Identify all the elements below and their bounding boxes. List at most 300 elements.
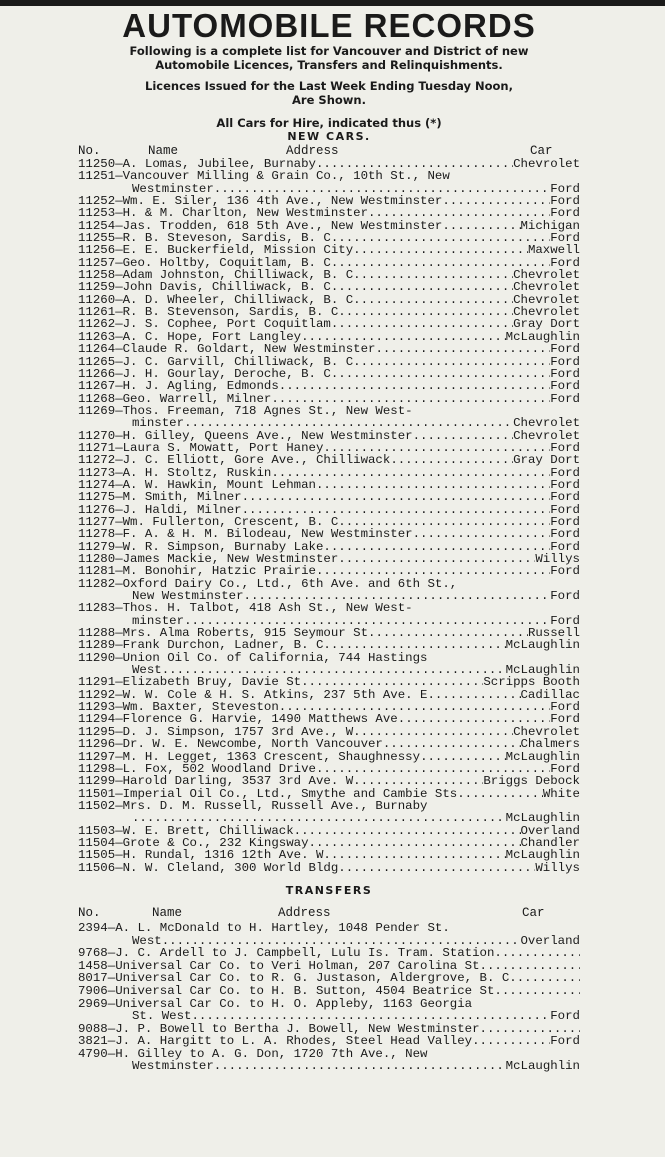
dot-leader [361, 294, 514, 306]
record-continuation-text: Westminster [132, 1059, 214, 1074]
record-text: W. E. Brett, Chilliwack [122, 823, 294, 838]
record-number: 11278 [78, 527, 116, 542]
record-text: N. W. Cleland, 300 World Bldg. [122, 860, 346, 875]
record-text: J. C. Ardell to J. Campbell, Lulu Is. Tram. Station [115, 946, 495, 961]
record-dash: — [115, 218, 123, 233]
record-entry [78, 454, 580, 466]
record-text: A. H. Stoltz, Ruskin [122, 465, 272, 480]
dot-leader [242, 491, 551, 503]
record-dash: — [115, 292, 123, 307]
dot-leader [435, 689, 521, 701]
record-dash: — [115, 638, 123, 653]
record-continuation [78, 1060, 580, 1073]
record-body [123, 405, 580, 417]
record-text: W. R. Simpson, Burnaby Lake [122, 539, 324, 554]
record-dash: — [115, 453, 123, 468]
record-body [115, 1035, 580, 1048]
record-number: 11504 [78, 835, 116, 850]
record-text: H. Gilley to A. G. Don, 1720 7th Ave., New [115, 1046, 428, 1061]
record-number: 11298 [78, 761, 116, 776]
record-car: Ford [550, 490, 580, 505]
new-cars-column-headers [78, 144, 580, 158]
record-number: 11292 [78, 687, 116, 702]
record-entry [78, 565, 580, 577]
record-dash: — [115, 774, 123, 789]
record-entry [78, 676, 580, 688]
record-car: Chevrolet [513, 724, 580, 739]
record-text: Jas. Trodden, 618 5th Ave., New Westminster [122, 218, 443, 233]
record-entry [78, 751, 580, 763]
record-number: 9088 [78, 1021, 108, 1036]
record-entry [78, 985, 580, 998]
dot-leader [517, 972, 580, 985]
record-number: 11290 [78, 650, 116, 665]
record-number: 11506 [78, 860, 116, 875]
record-car: Ford [550, 613, 580, 628]
record-text: Grote & Co., 232 Kingsway [122, 835, 309, 850]
record-text: J. S. Cophee, Port Coquitlam [122, 317, 331, 332]
record-car: Ford [550, 564, 580, 579]
col-no: No. [78, 905, 101, 920]
record-dash: — [115, 626, 123, 641]
record-text: M. H. Legget, 1363 Crescent, Shaughnessy [122, 749, 421, 764]
record-car: Ford [550, 354, 580, 369]
record-continuation-text: New Westminster [132, 589, 244, 604]
dot-leader [279, 380, 550, 392]
dot-leader [323, 541, 550, 553]
record-car: Chevrolet [513, 157, 580, 171]
record-number: 11288 [78, 626, 116, 641]
record-number: 11297 [78, 749, 116, 764]
record-text: J. H. Gourlay, Deroche, B. C. [122, 366, 339, 381]
dot-leader [442, 220, 520, 232]
record-number: 11294 [78, 712, 116, 727]
record-dash: — [115, 687, 123, 702]
record-car: Ford [550, 379, 580, 394]
record-text: Thos. H. Talbot, 418 Ash St., New West- [122, 601, 413, 616]
dot-leader [390, 454, 513, 466]
record-car: Ford [550, 712, 580, 727]
record-car: Ford [550, 465, 580, 480]
record-dash: — [115, 823, 123, 838]
record-number: 2394 [78, 920, 108, 935]
record-entry [78, 356, 580, 368]
record-dash: — [115, 194, 123, 209]
dot-leader [353, 244, 528, 256]
record-car: Chevrolet [513, 428, 580, 443]
record-dash: — [115, 255, 123, 270]
record-dash: — [115, 749, 123, 764]
record-entry [78, 1035, 580, 1048]
record-text: Frank Durchon, Ladner, B. C. [122, 638, 331, 653]
record-car: Ford [550, 477, 580, 492]
record-text: Oxford Dairy Co., Ltd., 6th Ave. and 6th St., [122, 576, 458, 591]
record-text: Claude R. Goldart, New Westminster [122, 342, 376, 357]
record-number: 11279 [78, 539, 116, 554]
record-car: Ford [550, 181, 580, 196]
record-number: 11267 [78, 379, 116, 394]
record-body [123, 170, 580, 182]
record-number: 11268 [78, 391, 116, 406]
record-number: 11505 [78, 848, 116, 863]
record-car: McLaughlin [505, 638, 580, 653]
record-text: H. Gilley, Queens Ave., New Westminster [122, 428, 413, 443]
record-dash: — [115, 329, 123, 344]
record-dash: — [107, 983, 116, 998]
record-entry [78, 207, 580, 219]
record-car: Willys [535, 552, 580, 566]
record-dash: — [107, 1034, 116, 1049]
record-body [123, 356, 580, 368]
record-dash: — [115, 206, 123, 221]
record-car: Briggs Debock [483, 774, 580, 789]
record-body [123, 775, 580, 787]
record-car: Ford [550, 1009, 580, 1024]
record-text: Wm. Baxter, Steveston [122, 700, 279, 715]
record-dash: — [115, 724, 123, 739]
record-text: A. L. McDonald to H. Hartley, 1048 Pender St. [115, 920, 450, 935]
record-number: 11271 [78, 440, 116, 455]
record-body [115, 985, 580, 998]
col-address: Address [286, 144, 339, 158]
record-car: Ford [550, 761, 580, 776]
record-entry [78, 318, 580, 330]
record-entry [78, 800, 580, 812]
record-number: 7906 [78, 983, 108, 998]
dot-leader [316, 479, 550, 491]
record-car: Ford [550, 589, 580, 604]
dot-leader [361, 775, 484, 787]
record-dash: — [115, 835, 123, 850]
record-dash: — [115, 169, 123, 184]
dot-leader [465, 788, 543, 800]
dot-leader [214, 1060, 506, 1073]
record-body [123, 281, 580, 293]
record-car: Ford [550, 1034, 580, 1049]
record-dash: — [115, 477, 123, 492]
transfers-heading: TRANSFERS [285, 883, 373, 897]
record-text: R. B. Steveson, Sardis, B. C. [122, 231, 339, 246]
record-text: Union Oil Co. of California, 744 Hastings [122, 650, 428, 665]
record-number: 4790 [78, 1046, 108, 1061]
dot-leader [472, 1035, 550, 1048]
record-text: Universal Car Co. to R. G. Justason, Aldergrove, B. C. [115, 971, 517, 986]
record-car: Overland [520, 933, 580, 948]
record-number: 9768 [78, 946, 108, 961]
record-dash: — [115, 675, 123, 690]
record-number: 11273 [78, 465, 116, 480]
dot-leader [192, 1010, 551, 1023]
dot-leader [309, 676, 484, 688]
dot-leader [294, 825, 521, 837]
record-entry [78, 639, 580, 651]
record-car: Ford [550, 342, 580, 357]
record-text: Mrs. D. M. Russell, Russell Ave., Burnaby [122, 798, 428, 813]
record-text: Wm. E. Siler, 136 4th Ave., New Westminster [122, 194, 443, 209]
record-car: Chevrolet [513, 416, 580, 431]
record-car: McLaughlin [505, 329, 580, 344]
record-text: M. Smith, Milner [122, 490, 242, 505]
dot-leader [405, 713, 550, 725]
record-text: Elizabeth Bruy, Davie St. [122, 675, 309, 690]
record-number: 11275 [78, 490, 116, 505]
record-car: McLaughlin [505, 811, 580, 826]
dot-leader [361, 726, 514, 738]
record-number: 11274 [78, 477, 116, 492]
record-number: 11269 [78, 403, 116, 418]
dot-leader [338, 553, 535, 565]
record-body [123, 207, 580, 219]
record-text: James Mackie, New Westminster [122, 552, 339, 566]
record-dash: — [115, 490, 123, 505]
record-car: Ford [550, 514, 580, 529]
issued-line-2: Are Shown. [292, 93, 366, 107]
record-car: Ford [550, 194, 580, 209]
record-number: 11289 [78, 638, 116, 653]
record-number: 11263 [78, 329, 116, 344]
dot-leader [383, 738, 521, 750]
record-text: Thos. Freeman, 718 Agnes St., New West- [122, 403, 413, 418]
record-entry [78, 947, 580, 960]
record-text: Universal Car Co. to Veri Holman, 207 Carolina St. [115, 958, 487, 973]
record-body [123, 454, 580, 466]
record-number: 2969 [78, 996, 108, 1011]
record-entry [78, 491, 580, 503]
record-number: 11255 [78, 231, 116, 246]
record-body [123, 849, 580, 861]
record-body [123, 862, 580, 874]
record-text: J. Haldi, Milner [122, 502, 242, 517]
record-dash: — [107, 958, 116, 973]
record-dash: — [115, 539, 123, 554]
record-text: Harold Darling, 3537 3rd Ave. W. [122, 774, 361, 789]
record-number: 11251 [78, 169, 116, 184]
record-continuation-text: minster [132, 416, 185, 431]
record-number: 11276 [78, 502, 116, 517]
record-number: 11272 [78, 453, 116, 468]
record-text: F. A. & H. M. Bilodeau, New Westminster [122, 527, 413, 542]
intro-line-1: Following is a complete list for Vancouver and District of new [129, 44, 529, 58]
record-continuation-text: minster [132, 613, 185, 628]
record-text: J. C. Garvill, Chilliwack, B. C. [122, 354, 361, 369]
record-text: M. Bonohir, Hatzic Prairie [122, 564, 316, 579]
record-car: Ford [550, 366, 580, 381]
record-text: W. W. Cole & H. S. Atkins, 237 5th Ave. E. [122, 687, 435, 702]
record-dash: — [115, 280, 123, 295]
record-number: 11264 [78, 342, 116, 357]
record-dash: — [115, 700, 123, 715]
record-body [123, 565, 580, 577]
record-entry [78, 849, 580, 861]
col-car: Car [522, 905, 545, 920]
record-number: 11262 [78, 317, 116, 332]
record-number: 1458 [78, 958, 108, 973]
record-dash: — [115, 428, 123, 443]
record-body [115, 922, 580, 935]
record-number: 11502 [78, 798, 116, 813]
record-car: Overland [520, 823, 580, 838]
record-dash: — [115, 440, 123, 455]
record-dash: — [115, 761, 123, 776]
record-dash: — [107, 971, 116, 986]
record-dash: — [115, 157, 123, 171]
record-text: John Davis, Chilliwack, B. C. [122, 280, 339, 295]
record-dash: — [115, 848, 123, 863]
record-dash: — [107, 1046, 116, 1061]
record-entry [78, 170, 580, 182]
record-text: J. P. Bowell to Bertha J. Bowell, New Westminster [115, 1021, 480, 1036]
record-car: Ford [550, 700, 580, 715]
dot-leader [331, 639, 506, 651]
record-continuation [78, 812, 580, 824]
record-number: 8017 [78, 971, 108, 986]
record-number: 11256 [78, 243, 116, 258]
record-text: Geo. Warrell, Milner [122, 391, 272, 406]
record-text: Mrs. Alma Roberts, 915 Seymour St. [122, 626, 376, 641]
record-dash: — [115, 860, 123, 875]
record-car: Ford [550, 502, 580, 517]
record-dash: — [107, 1021, 116, 1036]
record-car: Chevrolet [513, 280, 580, 295]
record-dash: — [115, 650, 123, 665]
dot-leader [361, 356, 551, 368]
record-car: Chandler [520, 835, 580, 850]
record-dash: — [115, 342, 123, 357]
record-car: McLaughlin [505, 663, 580, 678]
dot-leader [132, 812, 506, 824]
record-body [123, 491, 580, 503]
record-text: J. A. Hargitt to L. A. Rhodes, Steel Head Valley [115, 1034, 473, 1049]
record-car: White [542, 786, 580, 801]
record-number: 11258 [78, 268, 116, 283]
record-body [123, 751, 580, 763]
record-car: Maxwell [527, 243, 580, 258]
record-dash: — [107, 920, 116, 935]
record-dash: — [115, 576, 123, 591]
record-text: Universal Car Co. to H. B. Sutton, 4504 Beatrice St. [115, 983, 502, 998]
record-dash: — [115, 786, 123, 801]
col-no: No. [78, 144, 101, 158]
record-car: McLaughlin [505, 749, 580, 764]
intro-line-2: Automobile Licences, Transfers and Relinquishments. [155, 58, 503, 72]
record-text: Laura S. Mowatt, Port Haney [122, 440, 324, 455]
record-dash: — [115, 317, 123, 332]
record-text: Geo. Holtby, Coquitlam, B. C. [122, 255, 339, 270]
record-dash: — [115, 527, 123, 542]
record-dash: — [115, 403, 123, 418]
record-number: 11281 [78, 564, 116, 579]
record-entry [78, 738, 580, 750]
record-text: Universal Car Co. to H. O. Appleby, 1163 Georgia [115, 996, 473, 1011]
record-number: 11252 [78, 194, 116, 209]
record-dash: — [115, 243, 123, 258]
record-dash: — [115, 231, 123, 246]
record-number: 11266 [78, 366, 116, 381]
record-text: Imperial Oil Co., Ltd., Smythe and Cambie Sts. [122, 786, 465, 801]
record-car: Ford [550, 527, 580, 542]
record-entry [78, 528, 580, 540]
record-continuation-text: Westminster [132, 181, 214, 196]
record-car: McLaughlin [505, 1059, 580, 1074]
issued-line-1: Licences Issued for the Last Week Ending Tuesday Noon, [145, 79, 513, 93]
record-car: Chalmers [520, 737, 580, 752]
record-body [123, 713, 580, 725]
record-dash: — [115, 601, 123, 616]
record-entry [78, 380, 580, 392]
record-text: Florence G. Harvie, 1490 Matthews Ave. [122, 712, 406, 727]
record-number: 11283 [78, 601, 116, 616]
record-number: 11295 [78, 724, 116, 739]
record-body [123, 639, 580, 651]
record-body [123, 318, 580, 330]
record-entry [78, 602, 580, 614]
dot-leader [346, 306, 513, 318]
dot-leader [494, 947, 580, 960]
dot-leader [316, 565, 550, 577]
record-number: 11250 [78, 157, 116, 171]
record-car: Ford [550, 255, 580, 270]
record-text: A. W. Hawkin, Mount Lehman [122, 477, 316, 492]
record-text: L. Fox, 502 Woodland Drive [122, 761, 316, 776]
record-number: 11253 [78, 206, 116, 221]
record-text: A. D. Wheeler, Chilliwack, B. C. [122, 292, 361, 307]
record-car: Ford [550, 391, 580, 406]
dot-leader [442, 195, 550, 207]
record-number: 11260 [78, 292, 116, 307]
dot-leader [375, 343, 550, 355]
new-cars-heading: NEW CARS. [287, 130, 371, 143]
dot-leader [361, 269, 514, 281]
record-car: Gray Dort [513, 317, 580, 332]
record-entry [78, 775, 580, 787]
record-number: 11261 [78, 305, 116, 320]
record-continuation [78, 417, 580, 429]
record-number: 11265 [78, 354, 116, 369]
record-dash: — [115, 737, 123, 752]
record-text: Wm. Fullerton, Crescent, B. C. [122, 514, 346, 529]
dot-leader [346, 862, 536, 874]
issued-text [78, 79, 580, 107]
record-body [123, 343, 580, 355]
record-dash: — [115, 502, 123, 517]
article-column [78, 6, 580, 1073]
transfers-list [78, 922, 580, 1073]
dot-leader [338, 232, 550, 244]
record-number: 11296 [78, 737, 116, 752]
record-body [123, 602, 580, 614]
record-text: A. Lomas, Jubilee, Burnaby [122, 157, 316, 171]
record-number: 11254 [78, 218, 116, 233]
record-entry [78, 922, 580, 935]
record-car: Michigan [520, 218, 580, 233]
record-text: Adam Johnston, Chilliwack, B. C. [122, 268, 361, 283]
dot-leader [420, 751, 506, 763]
new-cars-list [78, 158, 580, 874]
record-text: H. J. Agling, Edmonds [122, 379, 279, 394]
record-text: H. Rundal, 1316 12th Ave. W. [122, 848, 331, 863]
record-body [123, 244, 580, 256]
col-car: Car [530, 144, 553, 158]
record-dash: — [115, 712, 123, 727]
record-dash: — [115, 305, 123, 320]
record-car: Ford [550, 231, 580, 246]
record-text: A. C. Hope, Fort Langley [122, 329, 302, 344]
dot-leader [338, 368, 550, 380]
record-dash: — [115, 465, 123, 480]
record-body [123, 528, 580, 540]
record-dash: — [115, 552, 123, 566]
intro-text [78, 44, 580, 72]
